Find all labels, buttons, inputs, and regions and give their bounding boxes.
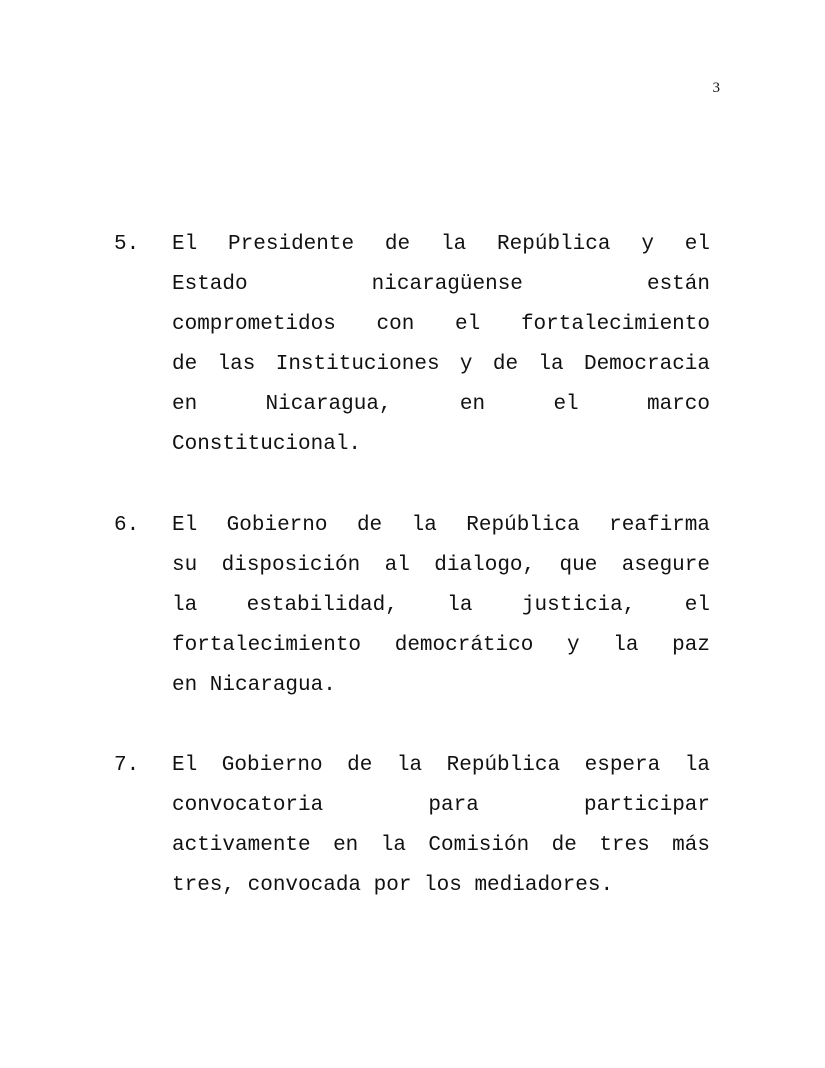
numbered-paragraph-6 [114, 506, 710, 706]
paragraph-number: 6. [114, 514, 140, 537]
paragraph-line: comprometidos con el fortalecimiento [172, 313, 710, 336]
numbered-paragraph-7 [114, 746, 710, 906]
paragraph-line: su disposición al dialogo, que asegure [172, 554, 710, 577]
paragraph-line: la estabilidad, la justicia, el [172, 594, 710, 617]
paragraph-number: 7. [114, 754, 140, 777]
paragraph-text [172, 506, 710, 706]
paragraph-line: El Gobierno de la República reafirma [172, 514, 710, 537]
paragraph-text [172, 225, 710, 465]
page-number: 3 [712, 80, 720, 96]
paragraph-line: El Gobierno de la República espera la [172, 754, 710, 777]
paragraph-line: convocatoria para participar [172, 794, 710, 817]
paragraph-line: fortalecimiento democrático y la paz [172, 634, 710, 657]
paragraph-line: en Nicaragua, en el marco [172, 393, 710, 416]
paragraph-number: 5. [114, 233, 140, 256]
paragraph-line: activamente en la Comisión de tres más [172, 834, 710, 857]
paragraph-line: tres, convocada por los mediadores. [172, 874, 614, 897]
paragraph-line: de las Instituciones y de la Democracia [172, 353, 710, 376]
paragraph-text [172, 746, 710, 906]
paragraph-line: en Nicaragua. [172, 674, 336, 697]
numbered-paragraph-5 [114, 225, 710, 465]
paragraph-line: Estado nicaragüense están [172, 273, 710, 296]
paragraph-line: Constitucional. [172, 433, 362, 456]
paragraph-line: El Presidente de la República y el [172, 233, 710, 256]
